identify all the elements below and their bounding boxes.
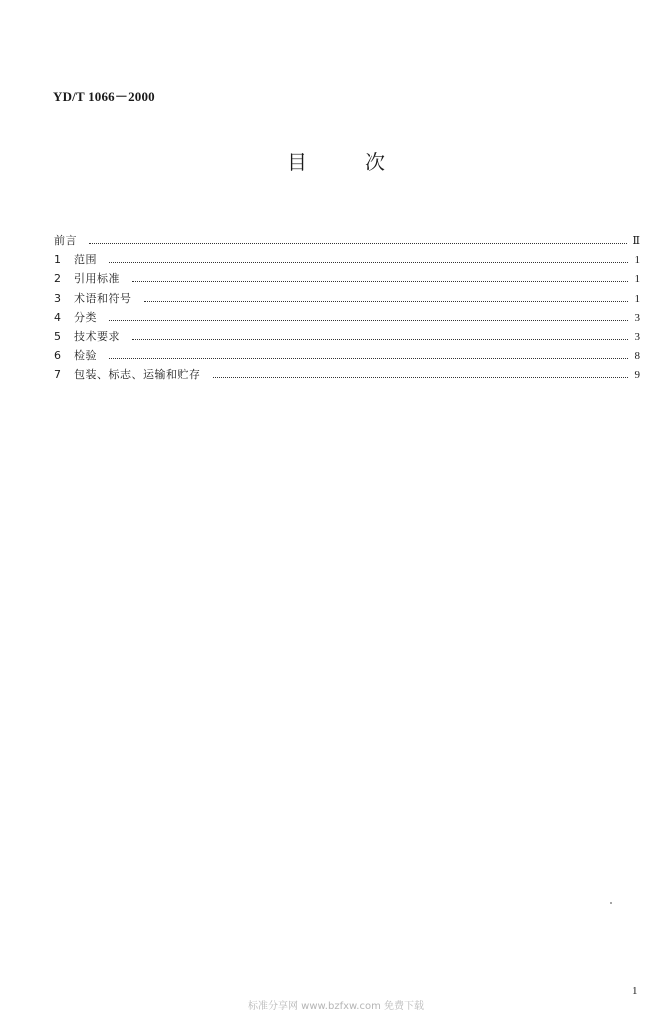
toc-entry-page: 1 [634, 254, 640, 267]
toc-entry-number: 3 [54, 291, 61, 305]
toc-title-char-2: 次 [365, 150, 385, 174]
toc-leader-dots [109, 358, 628, 359]
toc-entry-page: 3 [634, 311, 640, 324]
scan-speck [610, 902, 612, 904]
toc-entry-label: 检验 [74, 349, 97, 363]
toc-entry-preface[interactable] [54, 232, 640, 251]
toc-leader-dots [109, 262, 628, 263]
toc-leader-dots [89, 243, 627, 244]
table-of-contents [54, 232, 640, 386]
toc-entry-number: 5 [54, 329, 61, 343]
toc-entry-page: Ⅱ [632, 235, 640, 247]
toc-leader-dots [132, 281, 628, 282]
toc-entry-3[interactable] [54, 290, 640, 309]
toc-leader-dots [109, 320, 628, 321]
toc-entry-number: 6 [54, 349, 61, 363]
watermark-footer: 标准分享网 www.bzfxw.com 免费下载 [248, 1001, 424, 1012]
toc-entry-label: 引用标准 [74, 272, 120, 286]
toc-entry-label: 术语和符号 [74, 291, 132, 305]
toc-entry-5[interactable] [54, 328, 640, 347]
toc-entry-label: 前言 [54, 234, 77, 247]
toc-entry-7[interactable] [54, 366, 640, 385]
toc-entry-number: 7 [54, 368, 61, 382]
document-code: YD/T 1066－2000 [53, 89, 155, 104]
toc-entry-number: 1 [54, 253, 61, 267]
toc-entry-4[interactable] [54, 309, 640, 328]
toc-entry-label: 技术要求 [74, 329, 120, 343]
toc-leader-dots [213, 377, 629, 378]
toc-entry-page: 1 [634, 273, 640, 286]
toc-entry-2[interactable] [54, 270, 640, 289]
toc-leader-dots [144, 301, 629, 302]
toc-entry-6[interactable] [54, 347, 640, 366]
toc-entry-label: 分类 [74, 310, 97, 324]
toc-entry-page: 1 [634, 292, 640, 305]
toc-title [0, 146, 672, 175]
toc-entry-page: 9 [634, 369, 640, 382]
toc-entry-page: 3 [634, 330, 640, 343]
toc-entry-1[interactable] [54, 251, 640, 270]
page-number: 1 [632, 985, 638, 997]
toc-entry-number: 2 [54, 272, 61, 286]
toc-entry-label: 范围 [74, 253, 97, 267]
toc-entry-page: 8 [634, 350, 640, 363]
toc-leader-dots [132, 339, 628, 340]
toc-title-char-1: 目 [287, 150, 307, 174]
toc-entry-label: 包装、标志、运输和贮存 [74, 368, 201, 382]
toc-entry-number: 4 [54, 310, 61, 324]
